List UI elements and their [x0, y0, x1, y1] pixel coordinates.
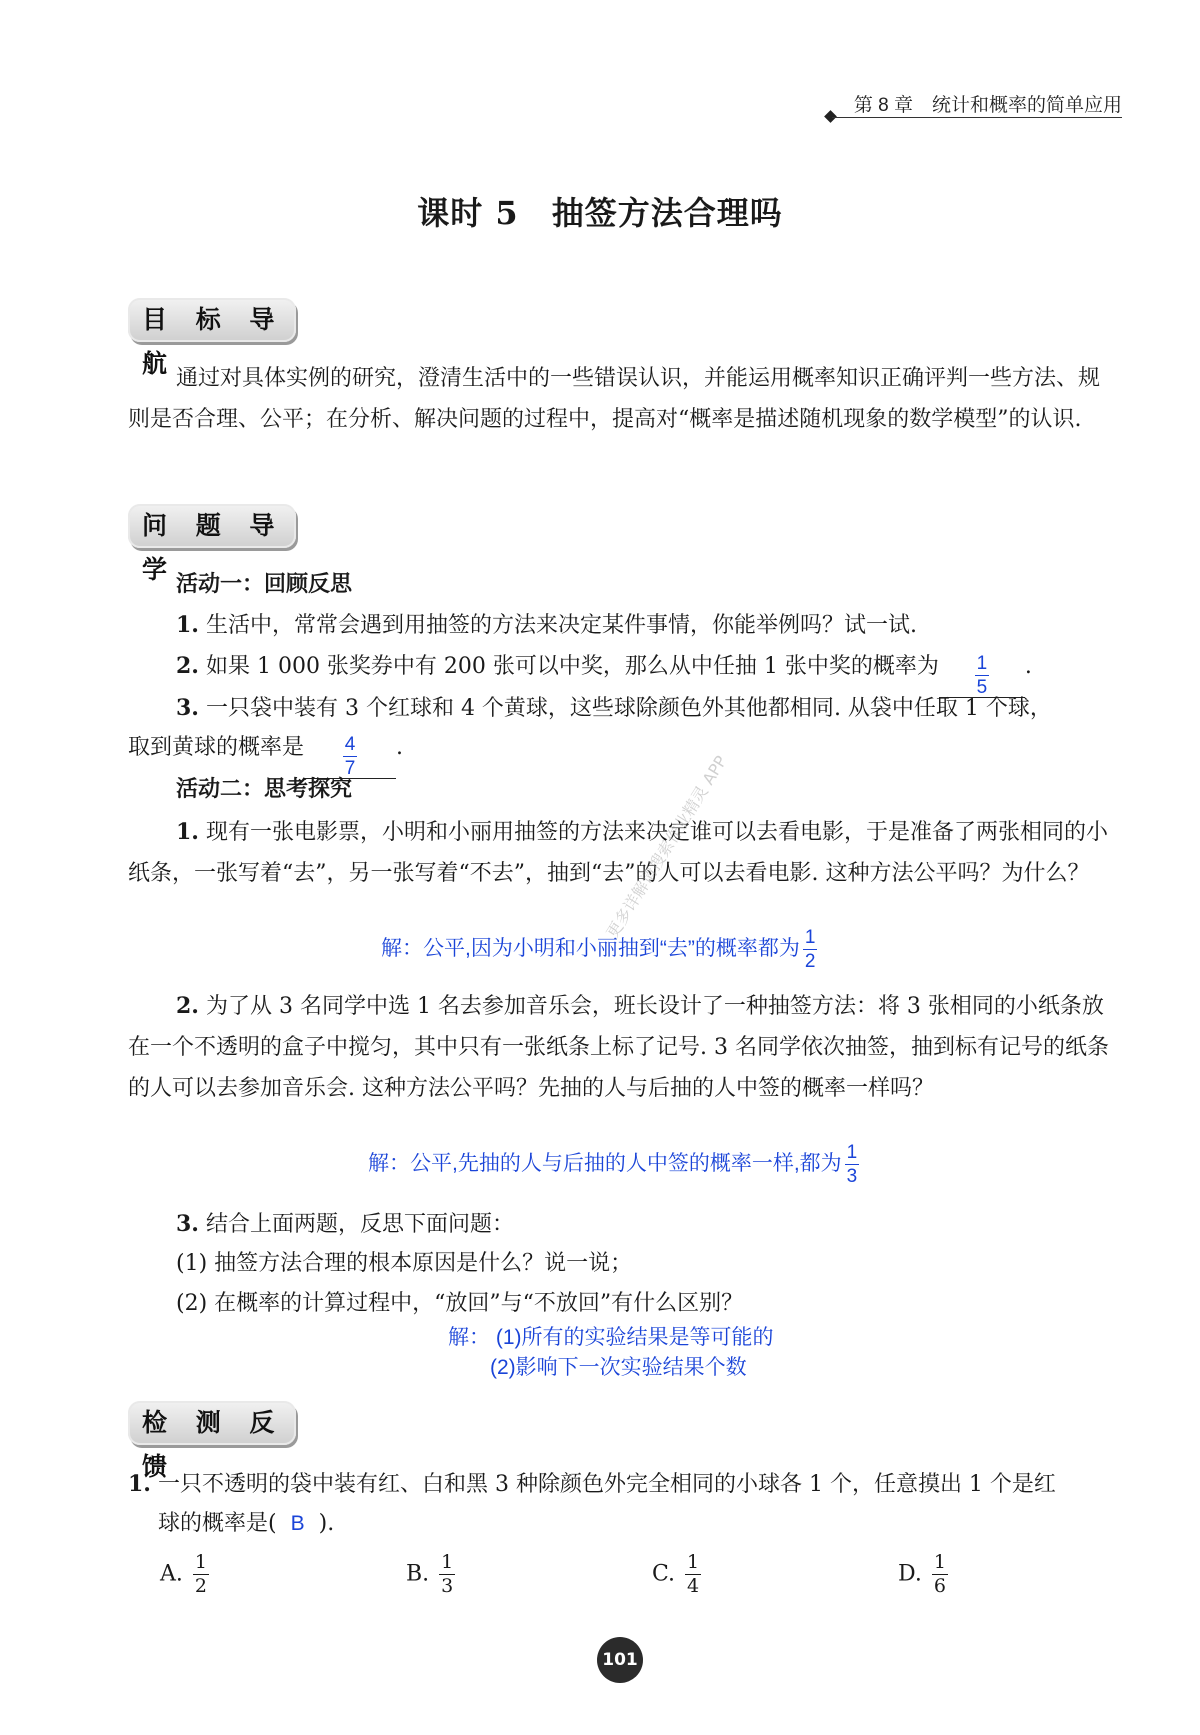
choice-b [406, 1553, 458, 1596]
activity2-answer-3-line2: (2)影响下一次实验结果个数 [490, 1356, 747, 1379]
activity2-question-1 [128, 812, 1118, 894]
activity2-answer-3-line1: 解： (1)所有的实验结果是等可能的 [448, 1326, 774, 1349]
activity1-title: 活动一：回顾反思 [176, 572, 353, 597]
fraction-numerator: 4 [344, 734, 356, 755]
choice-fraction [685, 1553, 701, 1596]
fraction-numerator: 1 [441, 1551, 454, 1573]
fraction-denominator: 6 [933, 1575, 946, 1597]
question-number: 3. [176, 1211, 199, 1237]
activity2-question-3 [176, 1204, 514, 1245]
goal-text: 通过对具体实例的研究，澄清生活中的一些错误认识，并能运用概率知识正确评判一些方法、规则是否合理、公平；在分析、解决问题的过程中，提高对“概率是描述随机现象的数学模型”的认识. [128, 366, 1101, 432]
fraction-numerator: 1 [687, 1551, 700, 1573]
fraction-denominator: 3 [441, 1575, 454, 1597]
fraction-numerator: 1 [846, 1142, 858, 1163]
answer-text: 解：公平,因为小明和小丽抽到“去”的概率都为 [381, 937, 800, 961]
question-text: ). [318, 1511, 335, 1536]
question-text: 一只不透明的袋中装有红、白和黑 3 种除颜色外完全相同的小球各 1 个，任意摸出 1 个是红 [157, 1472, 1056, 1497]
question-text: 结合上面两题，反思下面问题： [205, 1212, 514, 1237]
question-number: 2. [176, 993, 199, 1019]
fraction-denominator: 2 [194, 1575, 207, 1597]
lesson-title: 课时 5 抽签方法合理吗 [417, 194, 783, 232]
activity1-question-3a [176, 688, 1052, 729]
answer-text: 解：公平,先抽的人与后抽的人中签的概率一样,都为 [368, 1152, 842, 1176]
activity2-answer-2 [368, 1143, 862, 1186]
choice-fraction [193, 1553, 209, 1596]
answer-choice: B [290, 1512, 305, 1535]
question-text: 如果 1 000 张奖券中有 200 张可以中奖，那么从中任抽 1 张中奖的概率为 [205, 654, 939, 679]
question-text: 一只袋中装有 3 个红球和 4 个黄球，这些球除颜色外其他都相同. 从袋中任取 1 个球， [205, 696, 1052, 721]
fraction-denominator: 5 [976, 677, 988, 698]
question-number: 1. [128, 1471, 151, 1497]
answer-fraction [845, 1143, 860, 1186]
header-rule [832, 117, 1122, 118]
fraction-numerator: 1 [976, 653, 988, 674]
watermark: 更多详解请搜索作业精灵 APP [602, 752, 731, 942]
choice-label: B. [406, 1561, 430, 1587]
section-badge-guide: 问 题 导 学 [128, 504, 296, 548]
question-number: 1. [176, 819, 199, 845]
check-question-1a [128, 1464, 1056, 1505]
question-text: 为了从 3 名同学中选 1 名去参加音乐会，班长设计了一种抽签方法：将 3 张相同的小纸条放在一个不透明的盒子中搅匀，其中只有一张纸条上标了记号. 3 名同学依次抽签，抽到标有记号的纸条的人可以去参加音乐会. 这种方法公平吗？先抽的人与后抽的人中签的概率一样吗？ [128, 994, 1109, 1101]
section-badge-goal: 目 标 导 航 [128, 298, 296, 342]
choice-fraction [932, 1553, 948, 1596]
question-number: 3. [176, 695, 199, 721]
section-badge-check: 检 测 反 馈 [128, 1401, 296, 1445]
question-text: 生活中，常常会遇到用抽签的方法来决定某件事情，你能举例吗？试一试. [205, 613, 917, 638]
choice-d [898, 1553, 951, 1596]
choice-fraction [439, 1553, 455, 1596]
fraction-denominator: 2 [804, 951, 816, 972]
fraction-numerator: 1 [804, 927, 816, 948]
choice-label: A. [160, 1561, 183, 1587]
period: . [396, 735, 404, 760]
activity2-question-3-part2: (2) 在概率的计算过程中，“放回”与“不放回”有什么区别？ [176, 1291, 744, 1316]
choice-label: C. [652, 1561, 676, 1587]
answer-fraction [803, 928, 818, 971]
fraction-denominator: 3 [846, 1166, 858, 1187]
question-text: 取到黄球的概率是 [128, 735, 305, 760]
question-text: 球的概率是( [158, 1511, 277, 1536]
chapter-header: 第 8 章 统计和概率的简单应用 [853, 95, 1122, 116]
activity1-question-1 [176, 605, 917, 646]
fraction-denominator: 7 [344, 758, 356, 779]
activity2-answer-1 [381, 928, 820, 971]
question-text: 现有一张电影票，小明和小丽用抽签的方法来决定谁可以去看电影，于是准备了两张相同的小纸条，一张写着“去”，另一张写着“不去”，抽到“去”的人可以去看电影. 这种方法公平吗？为什么？ [128, 820, 1108, 886]
period: . [1024, 654, 1032, 679]
choice-label: D. [898, 1561, 922, 1587]
activity2-question-3-part1: (1) 抽签方法合理的根本原因是什么？说一说； [176, 1251, 633, 1276]
question-number: 1. [176, 612, 199, 638]
fraction-denominator: 4 [687, 1575, 700, 1597]
fraction-numerator: 1 [194, 1551, 207, 1573]
choice-a [160, 1553, 212, 1596]
page-number: 101 [597, 1637, 643, 1683]
check-question-1b [158, 1504, 334, 1544]
question-number: 2. [176, 653, 199, 679]
activity2-question-2 [128, 986, 1118, 1109]
activity2-title: 活动二：思考探究 [176, 777, 353, 802]
choice-c [652, 1553, 704, 1596]
fraction-numerator: 1 [933, 1551, 946, 1573]
